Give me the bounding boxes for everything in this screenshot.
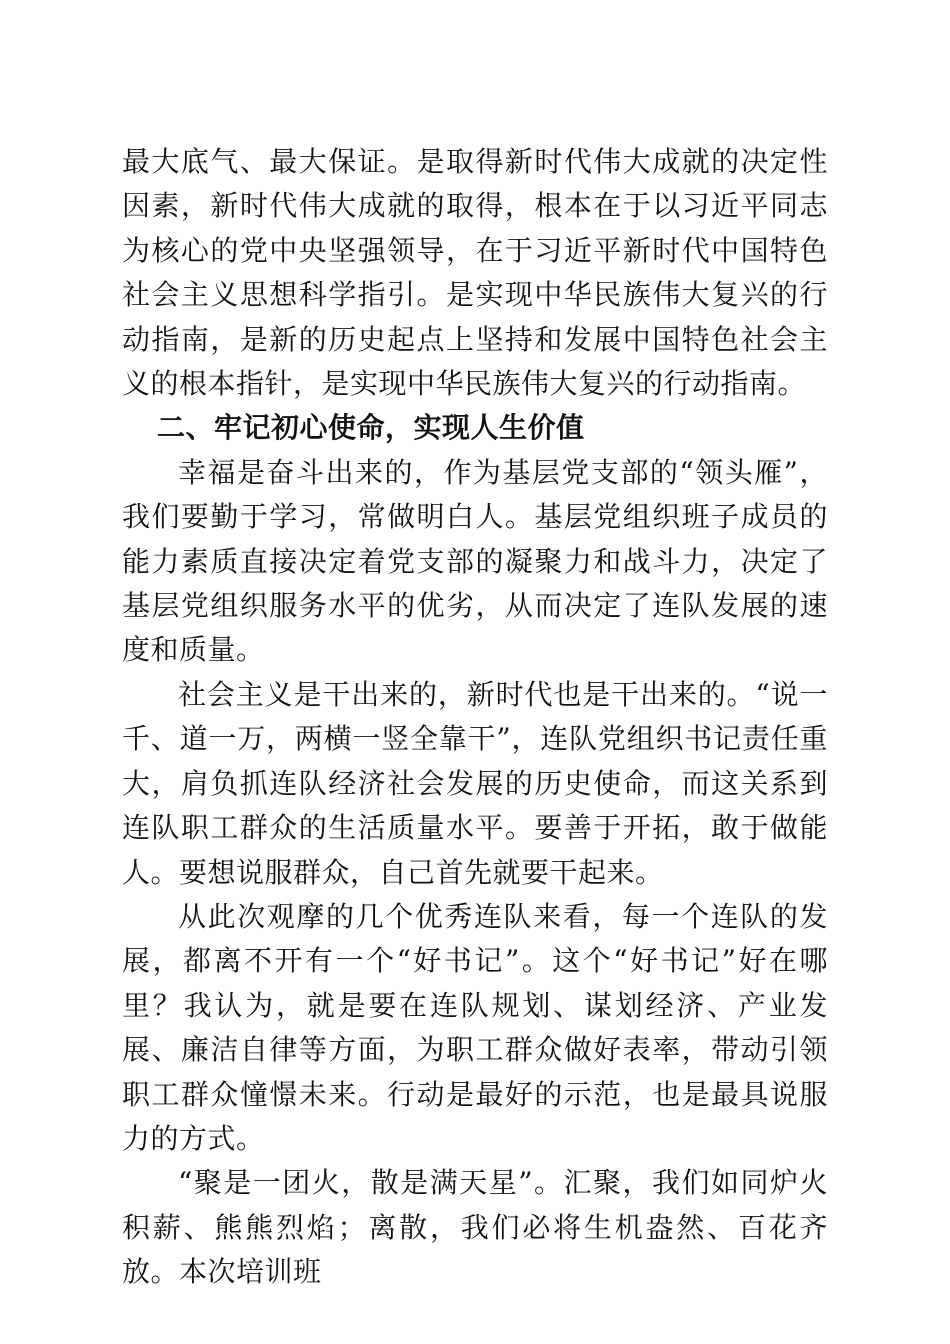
paragraph: 社会主义是干出来的，新时代也是干出来的。“说一千、道一万，两横一竖全靠干”，连队党组织书记责任重大，肩负抓连队经济社会发展的历史使命，而这关系到连队职工群众的生活质量水平。要善于开拓，敢于做能人。要想说服群众，自己首先就要干起来。 bbox=[122, 677, 828, 889]
paragraph: “聚是一团火，散是满天星”。汇聚，我们如同炉火积薪、熊熊烈焰；离散，我们必将生机盎然、百花齐放。本次培训班 bbox=[122, 1166, 828, 1289]
paragraph: 幸福是奋斗出来的，作为基层党支部的“领头雁”，我们要勤于学习，常做明白人。基层党组织班子成员的能力素质直接决定着党支部的凝聚力和战斗力，决定了基层党组织服务水平的优劣，从而决定了连队发展的速度和质量。 bbox=[122, 455, 828, 667]
section-heading: 二、牢记初心使命，实现人生价值 bbox=[157, 411, 585, 445]
paragraph-continuation: 最大底气、最大保证。是取得新时代伟大成就的决定性因素，新时代伟大成就的取得，根本在于以习近平同志为核心的党中央坚强领导，在于习近平新时代中国特色社会主义思想科学指引。是实现中华民族伟大复兴的行动指南，是新的历史起点上坚持和发展中国特色社会主义的根本指针，是实现中华民族伟大复兴的行动指南。 bbox=[122, 145, 828, 401]
document-body bbox=[122, 140, 828, 1295]
paragraph: 从此次观摩的几个优秀连队来看，每一个连队的发展，都离不开有一个“好书记”。这个“好书记”好在哪里？我认为，就是要在连队规划、谋划经济、产业发展、廉洁自律等方面，为职工群众做好表率，带动引领职工群众憧憬未来。行动是最好的示范，也是最具说服力的方式。 bbox=[122, 899, 828, 1155]
